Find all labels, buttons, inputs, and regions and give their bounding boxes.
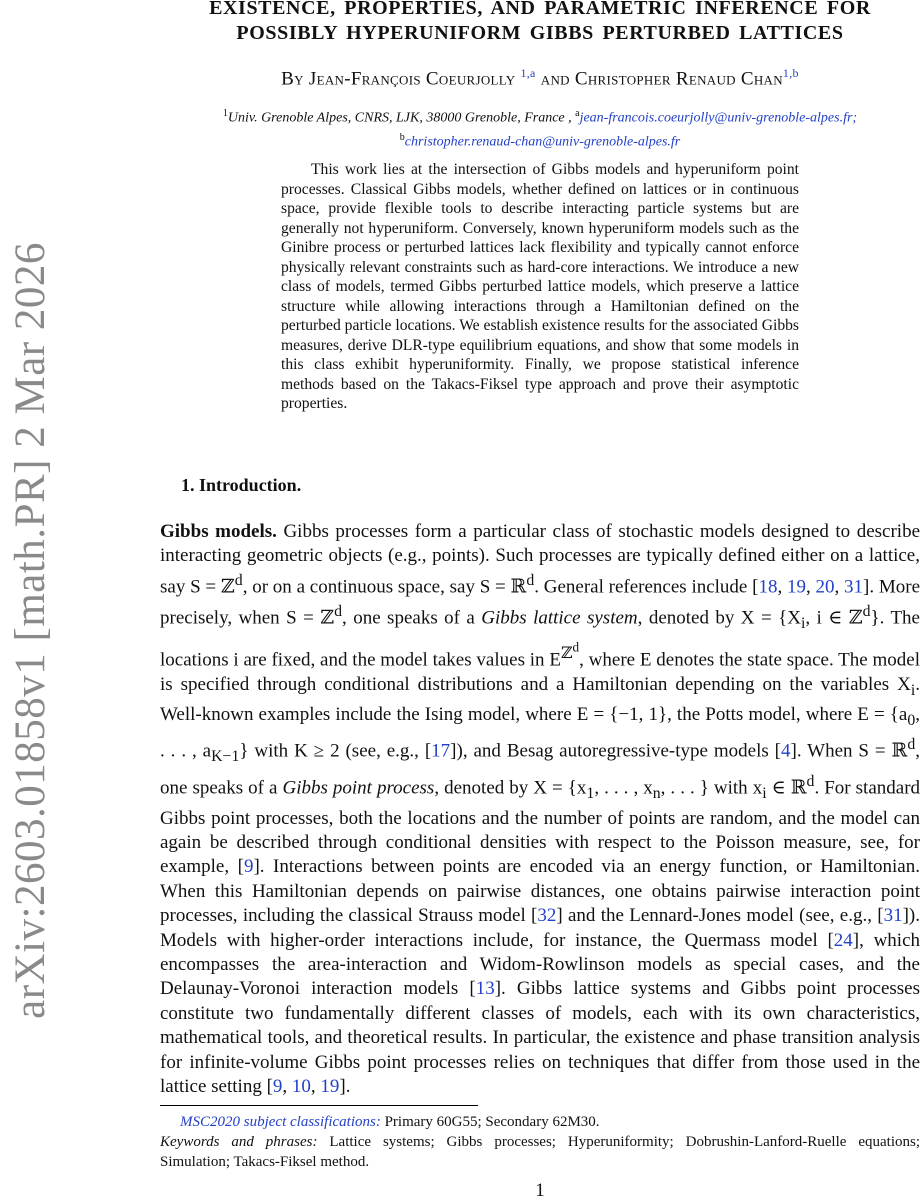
email-marker-b: b: [399, 131, 405, 143]
text-run: , or on a continuous space, say S = ℝ: [242, 576, 527, 598]
text-run: , denoted by X = {x: [434, 777, 587, 799]
text-run: , . . . } with x: [660, 777, 763, 799]
text-run: , denoted by X = {X: [637, 606, 801, 628]
author-line: [160, 66, 920, 90]
email-link-b[interactable]: christopher.renaud-chan@univ-grenoble-alpes.fr: [404, 134, 681, 150]
citation-link[interactable]: 18: [758, 576, 778, 598]
text-run: ], which encompasses the area-interaction and Widom-Rowlinson models as special cases, and the Delaunay-Voronoi interaction models [: [160, 929, 920, 1000]
subscript: K−1: [211, 748, 240, 766]
citation-link[interactable]: 9: [272, 1076, 283, 1098]
abstract: This work lies at the intersection of Gibbs models and hyperuniform point processes. Classical Gibbs models, whether defined on lattices or in continuous space, provide flexible tools to describe interacting particle systems but are generally not hyperuniform. Conversely, known hyperuniform models such as the Ginibre process or perturbed lattices lack flexibility and typically cannot enforce physically relevant constraints such as hard-core interactions. We introduce a new class of models, termed Gibbs perturbed lattice models, which preserve a lattice structure while allowing interactions through a Hamiltonian defined on the perturbed particle locations. We establish existence results for the associated Gibbs measures, derive DLR-type equilibrium equations, and show that some models in this class exhibit hyperuniformity. Finally, we propose statistical inference methods based on the Takacs-Fiksel type approach and prove their asymptotic properties.: [281, 161, 799, 412]
citation-link[interactable]: 19: [320, 1076, 340, 1098]
by-label: By: [281, 68, 304, 90]
email-link-a[interactable]: jean-francois.coeurjolly@univ-grenoble-alpes.fr;: [579, 110, 858, 126]
subscript: 0: [907, 712, 916, 730]
superscript: d: [334, 602, 343, 620]
keywords-label: Keywords and phrases:: [160, 1134, 318, 1150]
text-run: } with K ≥ 2 (see, e.g., [: [239, 740, 432, 762]
arxiv-watermark: [2, 180, 58, 1080]
section-heading-introduction: 1. Introduction.: [181, 475, 302, 495]
text-run: . General references include [: [534, 576, 759, 598]
citation-link[interactable]: 31: [883, 905, 903, 927]
superscript: d: [806, 773, 815, 791]
author-2-name: Christopher Renaud Chan: [574, 68, 783, 90]
citation-link[interactable]: 9: [243, 856, 254, 878]
citation-link[interactable]: 24: [833, 929, 853, 951]
text-run: ].: [339, 1076, 351, 1098]
citation-link[interactable]: 20: [815, 576, 835, 598]
superscript: d: [572, 640, 580, 656]
text-run: Gibbs processes form a particular class of stochastic models designed to describe interacting geometric objects (e.g., points). Such processes are typically defined either on a lattice, say S = ℤ: [160, 521, 920, 598]
text-run: ]. Interactions between points are encoded via an energy function, or Hamiltonian. When this Hamiltonian depends on pairwise distances, one obtains pairwise interaction point processes, including the classical Strauss model [: [160, 856, 920, 927]
page-number: 1: [535, 1180, 545, 1201]
msc-classification-link[interactable]: MSC2020 subject classifications:: [180, 1114, 381, 1130]
text-run: . Well-known examples include the Ising model, where E = {−1, 1}, the Potts model, where E = {a: [160, 674, 920, 726]
title-line-1: EXISTENCE, PROPERTIES, AND PARAMETRIC INFERENCE FOR: [209, 0, 871, 19]
arxiv-identifier: arXiv:2603.01858v1 [math.PR] 2 Mar 2026: [6, 241, 54, 1019]
keywords-text: Lattice systems; Gibbs processes; Hyperuniformity; Dobrushin-Lanford-Ruelle equations; Simulation; Takacs-Fiksel method.: [160, 1134, 920, 1170]
superscript: ℤ: [560, 645, 573, 663]
text-run: ]. Gibbs lattice systems and Gibbs point processes constitute two fundamentally different classes of models, each with its own characteristics, mathematical tools, and theoretical results. In particular, the existence and phase transition analysis for infinite-volume Gibbs point processes relies on techniques that differ from those used in the lattice setting [: [160, 978, 920, 1098]
text-run: ∈ ℝ: [766, 777, 807, 799]
citation-link[interactable]: 17: [431, 740, 451, 762]
affiliation-block: [160, 104, 920, 151]
author-1-name: Jean-François Coeurjolly: [308, 68, 516, 90]
paper-title: [160, 0, 920, 46]
and-label: and: [540, 68, 570, 90]
author-2-affiliation-link[interactable]: 1,b: [782, 66, 799, 80]
subscript: i: [762, 785, 767, 803]
text-run: ]. When S = ℝ: [790, 740, 908, 762]
citation-link[interactable]: 4: [781, 740, 791, 762]
citation-link[interactable]: 10: [291, 1076, 311, 1098]
footnote: [160, 1112, 920, 1172]
text-run: , . . . , a: [160, 704, 920, 762]
text-run: }. The locations i are fixed, and the model takes values in E: [160, 606, 920, 671]
citation-link[interactable]: 13: [475, 978, 495, 1000]
subscript: i: [800, 614, 806, 632]
superscript: d: [526, 571, 535, 589]
text-run: ] and the Lennard-Jones model (see, e.g., [: [556, 905, 884, 927]
subscript: 1: [586, 785, 595, 803]
text-run: , one speaks of a: [342, 606, 482, 628]
emphasis-gibbs-point-process: Gibbs point process: [282, 777, 435, 799]
text-run: , one speaks of a: [160, 740, 920, 799]
footnote-rule: [160, 1105, 478, 1106]
text-run: , . . . , x: [594, 777, 653, 799]
citation-link[interactable]: 19: [786, 576, 806, 598]
citation-link[interactable]: 31: [844, 576, 864, 598]
email-marker-a: a: [575, 108, 580, 119]
citation-link[interactable]: 32: [537, 905, 557, 927]
affiliation-marker-1: 1: [222, 108, 228, 119]
author-1-affiliation-link[interactable]: 1,a: [520, 66, 536, 80]
text-run: ]), and Besag autoregressive-type models [: [450, 740, 781, 762]
title-line-2: POSSIBLY HYPERUNIFORM GIBBS PERTURBED LATTICES: [236, 22, 844, 44]
affiliation-text: Univ. Grenoble Alpes, CNRS, LJK, 38000 Grenoble, France ,: [227, 110, 572, 126]
intro-paragraph: Gibbs models. Gibbs processes form a particular class of stochastic models designed to describe interacting geometric objects (e.g., points). Such processes are typically defined either on a lattice, say S = ℤ$^d$, or on a continuous space, say S = ℝ$^d$. General references include [18, 19, 20, 31]. More precisely, when S = ℤ$^d$, one speaks of a Gibbs lattice system, denoted by $X = \{X_i$, i ∈ ℤ$^d$}. The locations i are fixed, and the model takes values in $E^{ℤ^d}$, where E denotes the state space. The model is specified through conditional distributions and a Hamiltonian depending on the variables $X_i$. Well-known examples include the Ising model, where E = {−1, 1}, the Potts model, where $E = \{a_0$, . . . , $a_{K-1}$} with K ≥ 2 (see, e.g., [17]), and Besag autoregressive-type models [4]. When S = ℝ$^d$, one speaks of a Gibbs point process, denoted by $X = \{x_1$, . . . , $x_n$, . . . } with $x_i$ ∈ ℝ$^d$. For standard Gibbs point processes, both the locations and the number of points are random, and the model can again be described through conditional densities with respect to the Poisson measure, see, for example, [9]. Interactions between points are encoded via an energy function, or Hamiltonian. When this Hamiltonian depends on pairwise distances, one obtains pairwise interaction point processes, including the classical Strauss model [32] and the Lennard-Jones model (see, e.g., [31]). Models with higher-order interactions include, for instance, the Quermass model [24], which encompasses the area-interaction and Widom-Rowlinson models as special cases, and the Delaunay-Voronoi interaction models [13]. Gibbs lattice systems and Gibbs point processes constitute two fundamentally different classes of models, each with its own characteristics, mathematical tools, and theoretical results. In particular, the existence and phase transition analysis for infinite-volume Gibbs point processes relies on techniques that differ from those used in the lattice setting [9, 10, 19].: [160, 521, 920, 1098]
subscript: i: [910, 681, 916, 699]
emphasis-gibbs-lattice-system: Gibbs lattice system: [481, 606, 638, 628]
superscript: d: [862, 602, 871, 620]
text-run: ]). Models with higher-order interactions include, for instance, the Quermass model [: [160, 905, 920, 951]
superscript: d: [234, 571, 243, 589]
text-run: ]. More precisely, when S = ℤ: [160, 576, 920, 628]
text-run: . For standard Gibbs point processes, both the locations and the number of points are random, and the model can again be described through conditional densities with respect to the Poisson measure, see, for example, [: [160, 777, 920, 878]
paragraph-lead: Gibbs models.: [160, 521, 277, 542]
text-run: , where E denotes the state space. The model is specified through conditional distributions and a Hamiltonian depending on the variables X: [160, 649, 920, 696]
text-run: , i ∈ ℤ: [805, 606, 863, 628]
subscript: n: [652, 785, 661, 803]
msc-text: Primary 60G55; Secondary 62M30.: [380, 1114, 600, 1130]
superscript: d: [907, 736, 916, 754]
